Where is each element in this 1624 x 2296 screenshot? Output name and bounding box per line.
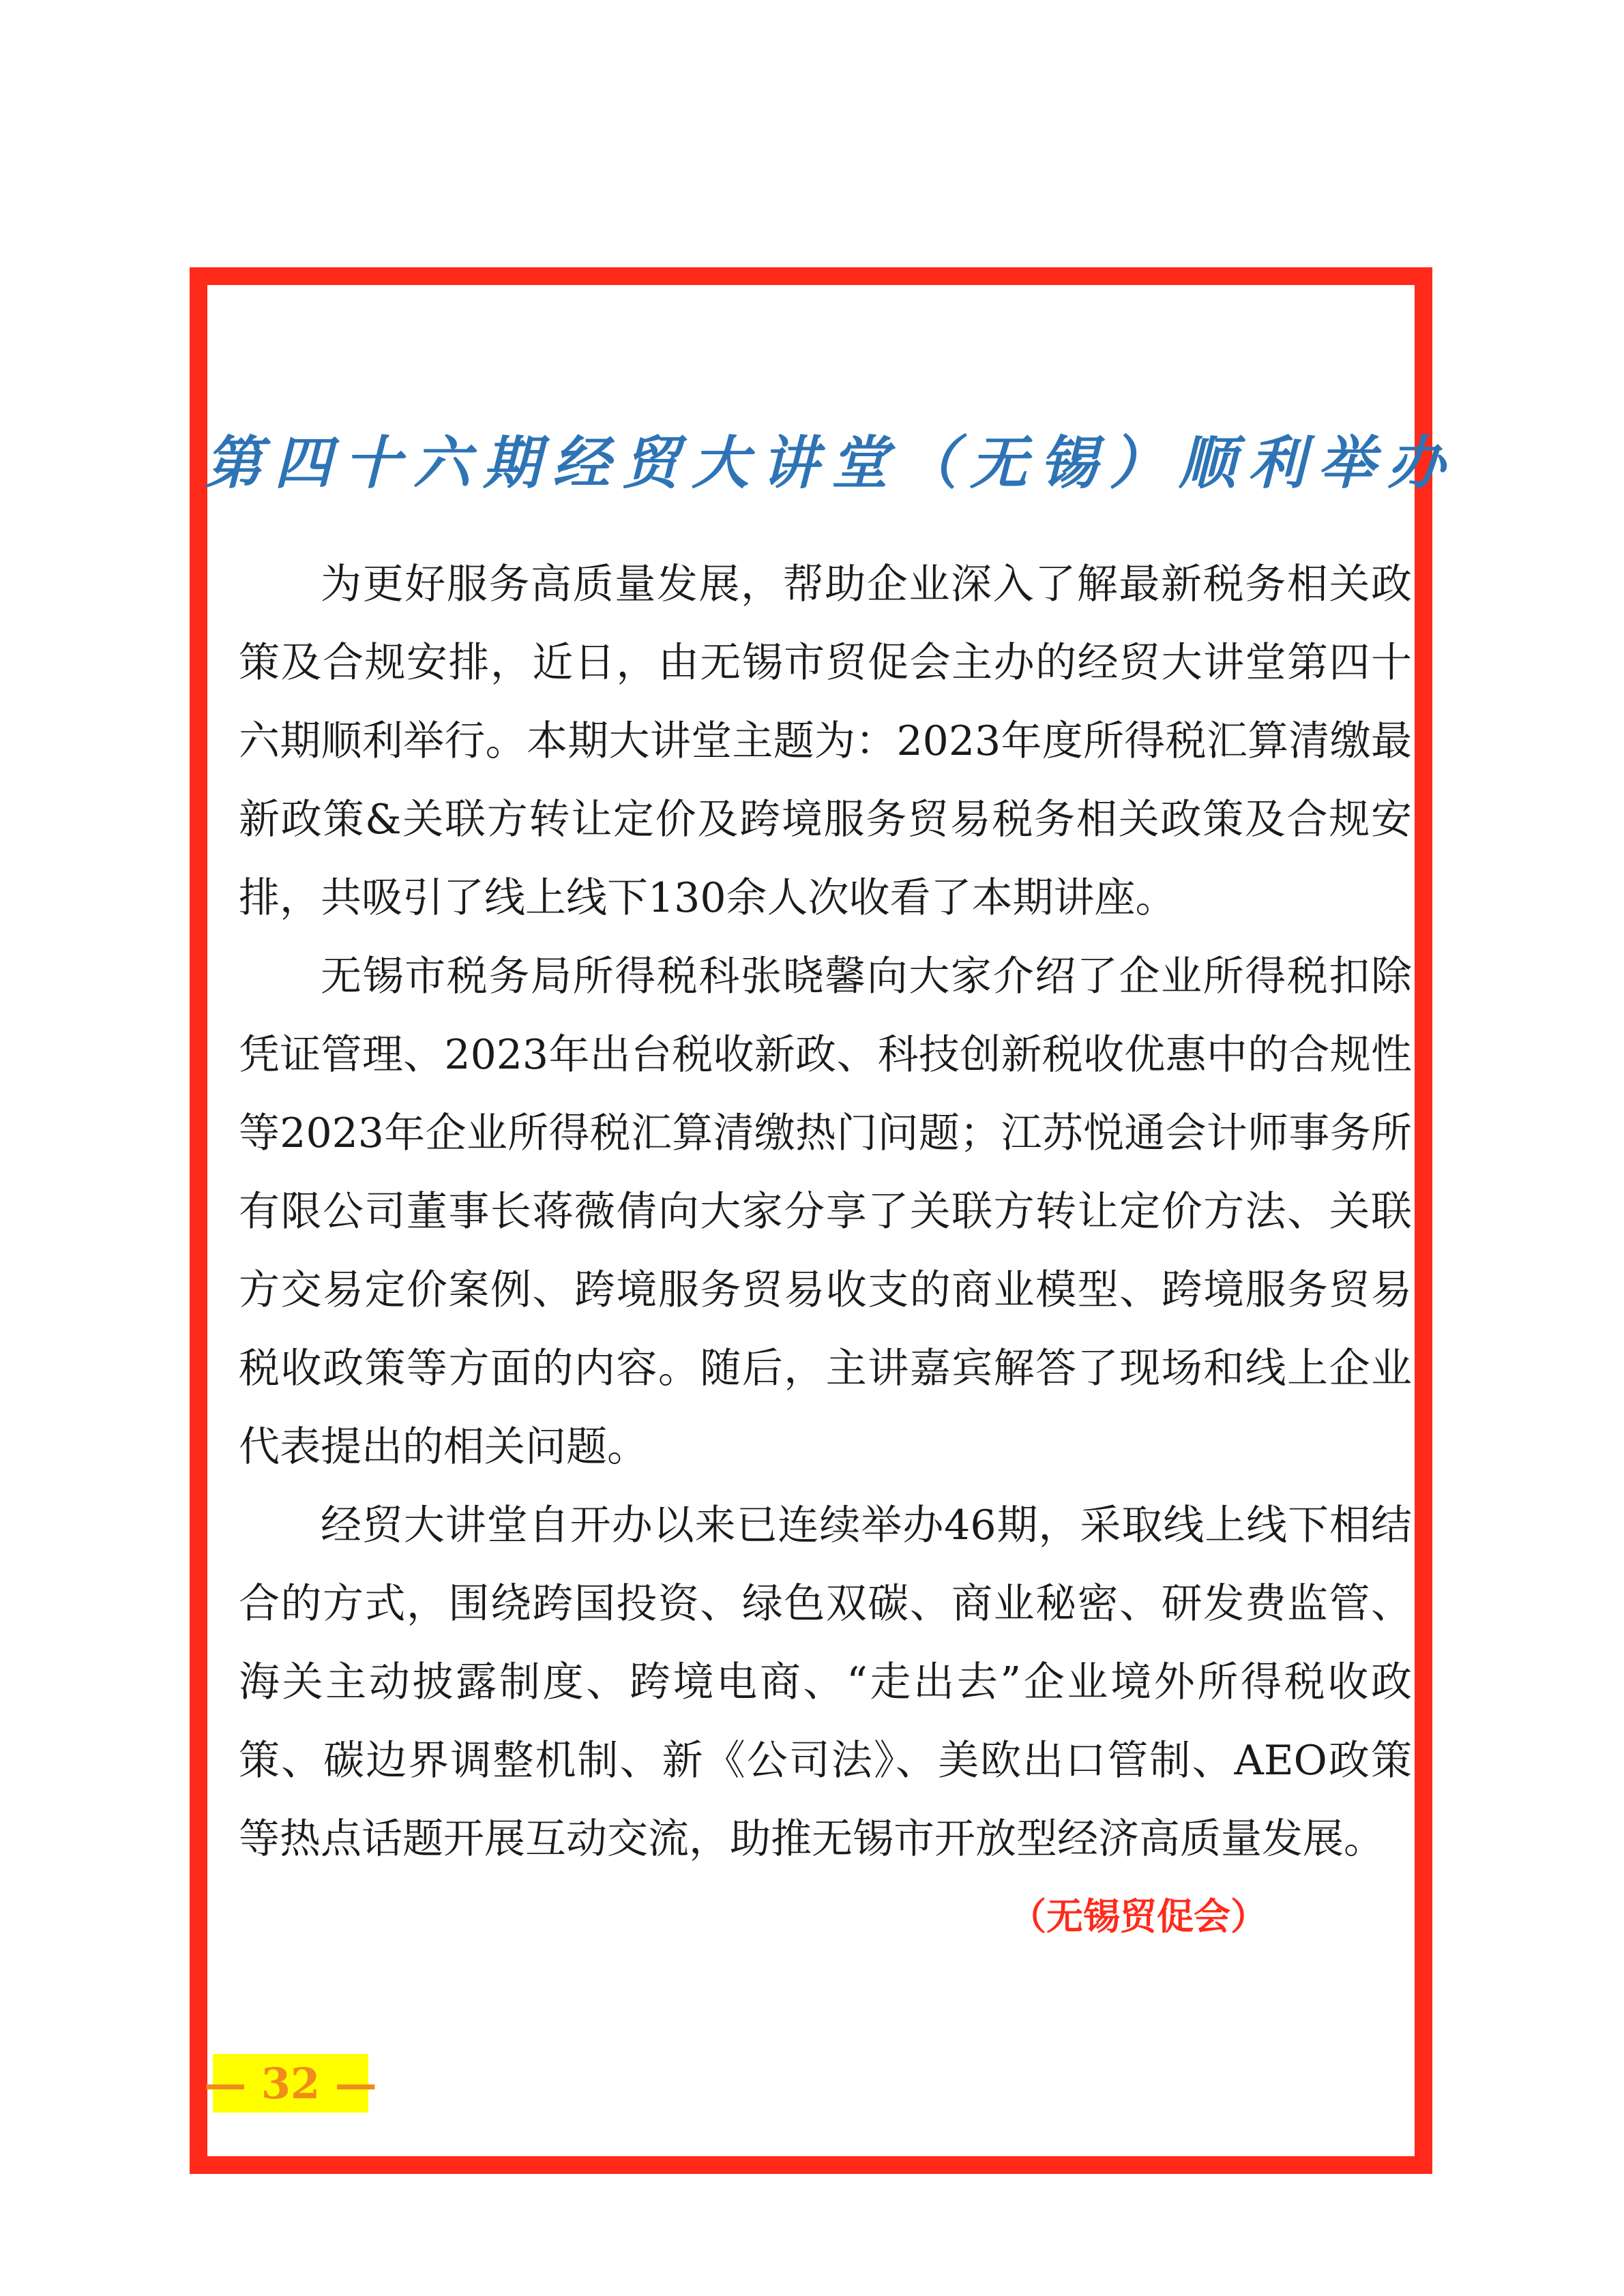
article-body <box>239 546 1412 1879</box>
article-signature: （无锡贸促会） <box>1009 1894 1267 1938</box>
paragraph-summary: 经贸大讲堂自开办以来已连续举办46期，采取线上线下相结合的方式，围绕跨国投资、绿色双碳、商业秘密、研发费监管、海关主动披露制度、跨境电商、“走出去”企业境外所得税收政策、碳边界调整机制、新《公司法》、美欧出口管制、AEO政策等热点话题开展互动交流，助推无锡市开放型经济高质量发展。 <box>239 1502 1412 1863</box>
paragraph-intro: 为更好服务高质量发展，帮助企业深入了解最新税务相关政策及合规安排，近日，由无锡市贸促会主办的经贸大讲堂第四十六期顺利举行。本期大讲堂主题为：2023年度所得税汇算清缴最新政策&关联方转让定价及跨境服务贸易税务相关政策及合规安排，共吸引了线上线下130余人次收看了本期讲座。 <box>239 561 1412 922</box>
page-number: — 32 — <box>213 2054 368 2113</box>
article-title: 第四十六期经贸大讲堂（无锡）顺利举办 <box>205 429 1458 496</box>
paragraph-speakers: 无锡市税务局所得税科张晓馨向大家介绍了企业所得税扣除凭证管理、2023年出台税收新政、科技创新税收优惠中的合规性等2023年企业所得税汇算清缴热门问题；江苏悦通会计师事务所有限公司董事长蒋薇倩向大家分享了关联方转让定价方法、关联方交易定价案例、跨境服务贸易收支的商业模型、跨境服务贸易税收政策等方面的内容。随后，主讲嘉宾解答了现场和线上企业代表提出的相关问题。 <box>239 953 1412 1471</box>
